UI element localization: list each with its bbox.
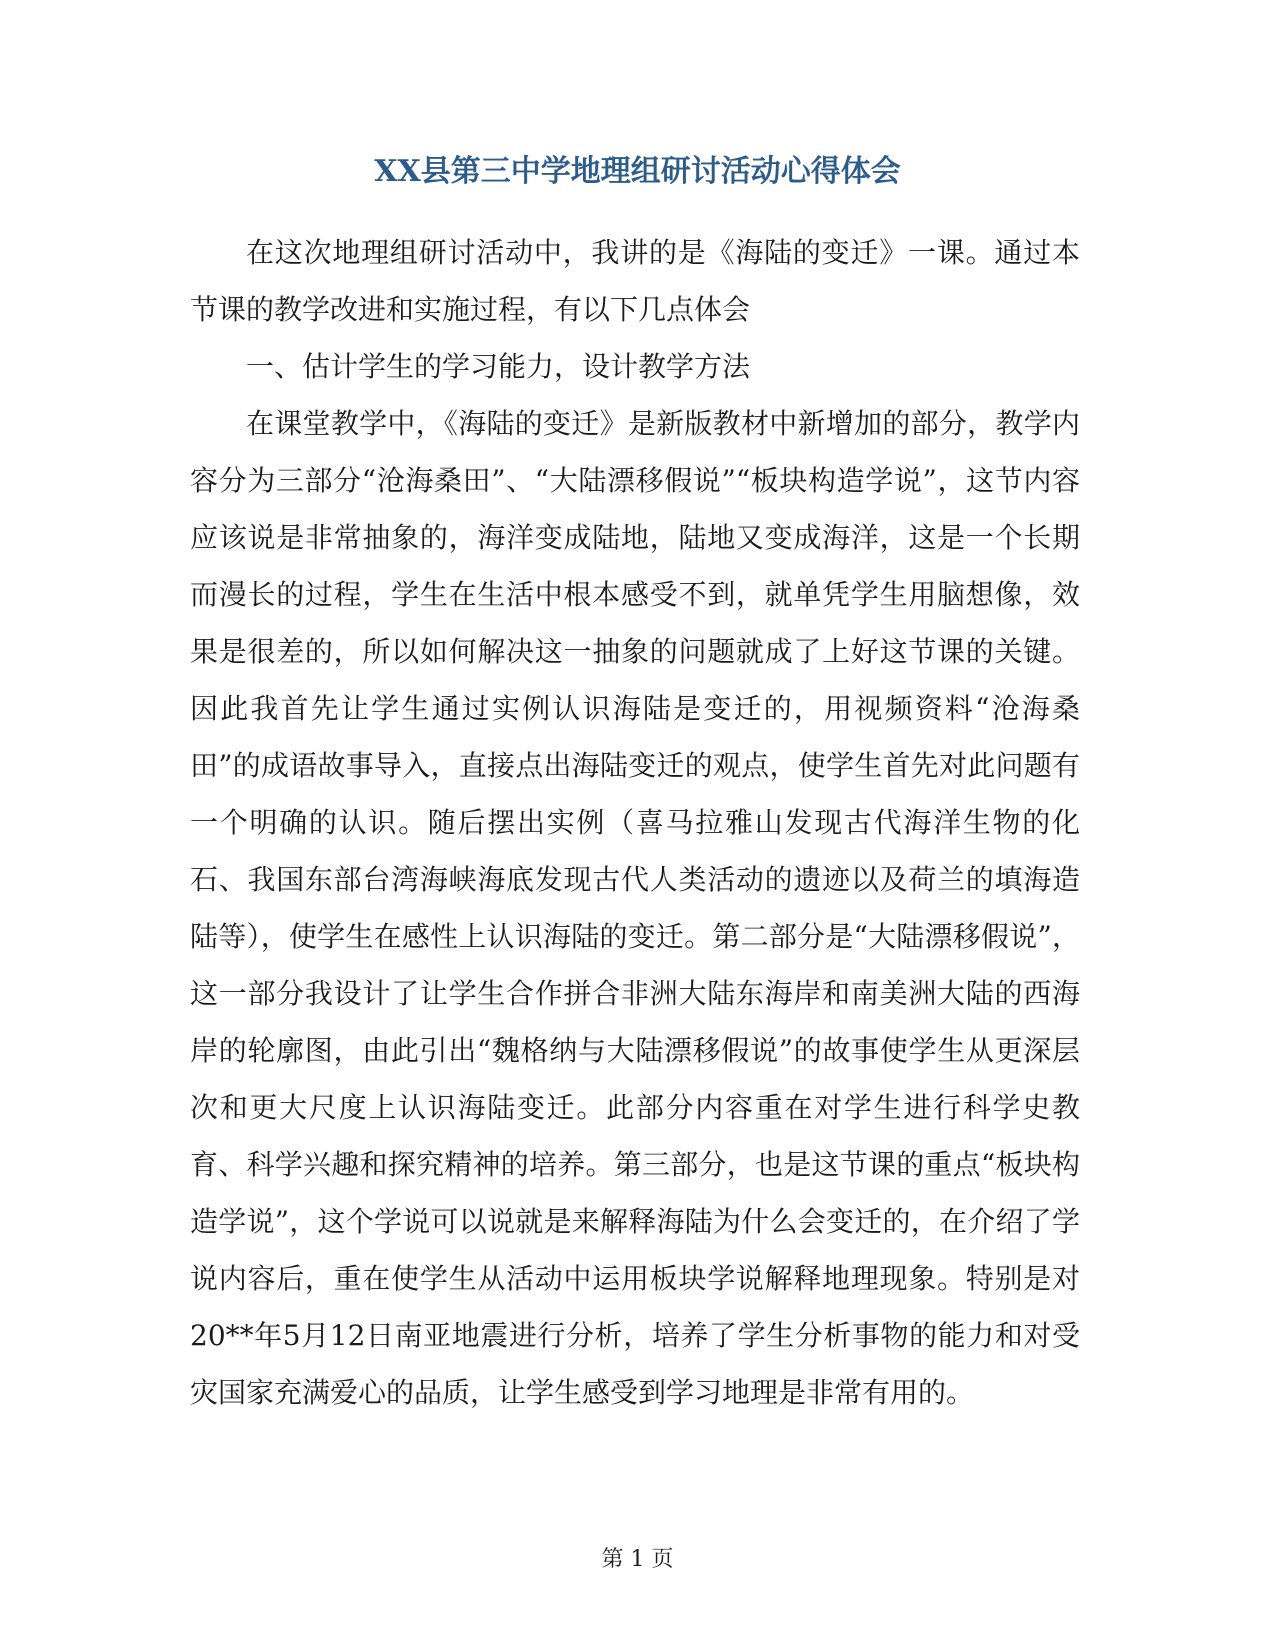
paragraph-section-1: 在课堂教学中，《海陆的变迁》是新版教材中新增加的部分，教学内容分为三部分“沧海桑田”、“大陆漂移假说”“板块构造学说”，这节内容应该说是非常抽象的，海洋变成陆地，陆地又变成海洋，这是一个长期而漫长的过程，学生在生活中根本感受不到，就单凭学生用脑想像，效果是很差的，所以如何解决这一抽象的问题就成了上好这节课的关键。因此我首先让学生通过实例认识海陆是变迁的，用视频资料“沧海桑田”的成语故事导入，直接点出海陆变迁的观点，使学生首先对此问题有一个明确的认识。随后摆出实例（喜马拉雅山发现古代海洋生物的化石、我国东部台湾海峡海底发现古代人类活动的遗迹以及荷兰的填海造陆等），使学生在感性上认识海陆的变迁。第二部分是“大陆漂移假说”，这一部分我设计了让学生合作拼合非洲大陆东海岸和南美洲大陆的西海岸的轮廓图，由此引出“魏格纳与大陆漂移假说”的故事使学生从更深层次和更大尺度上认识海陆变迁。此部分内容重在对学生进行科学史教育、科学兴趣和探究精神的培养。第三部分，也是这节课的重点“板块构造学说”，这个学说可以说就是来解释海陆为什么会变迁的，在介绍了学说内容后，重在使学生从活动中运用板块学说解释地理现象。特别是对20**年5月12日南亚地震进行分析，培养了学生分析事物的能力和对受灾国家充满爱心的品质，让学生感受到学习地理是非常有用的。	[190, 407, 1080, 1409]
paragraph-intro: 在这次地理组研讨活动中，我讲的是《海陆的变迁》一课。通过本节课的教学改进和实施过程，有以下几点体会	[190, 236, 1080, 326]
document-body	[190, 224, 1080, 1421]
section-heading-1: 一、估计学生的学习能力，设计教学方法	[246, 350, 751, 383]
page-number: 第 1 页	[601, 1547, 674, 1572]
document-title: XX县第三中学地理组研讨活动心得体会	[374, 154, 901, 189]
